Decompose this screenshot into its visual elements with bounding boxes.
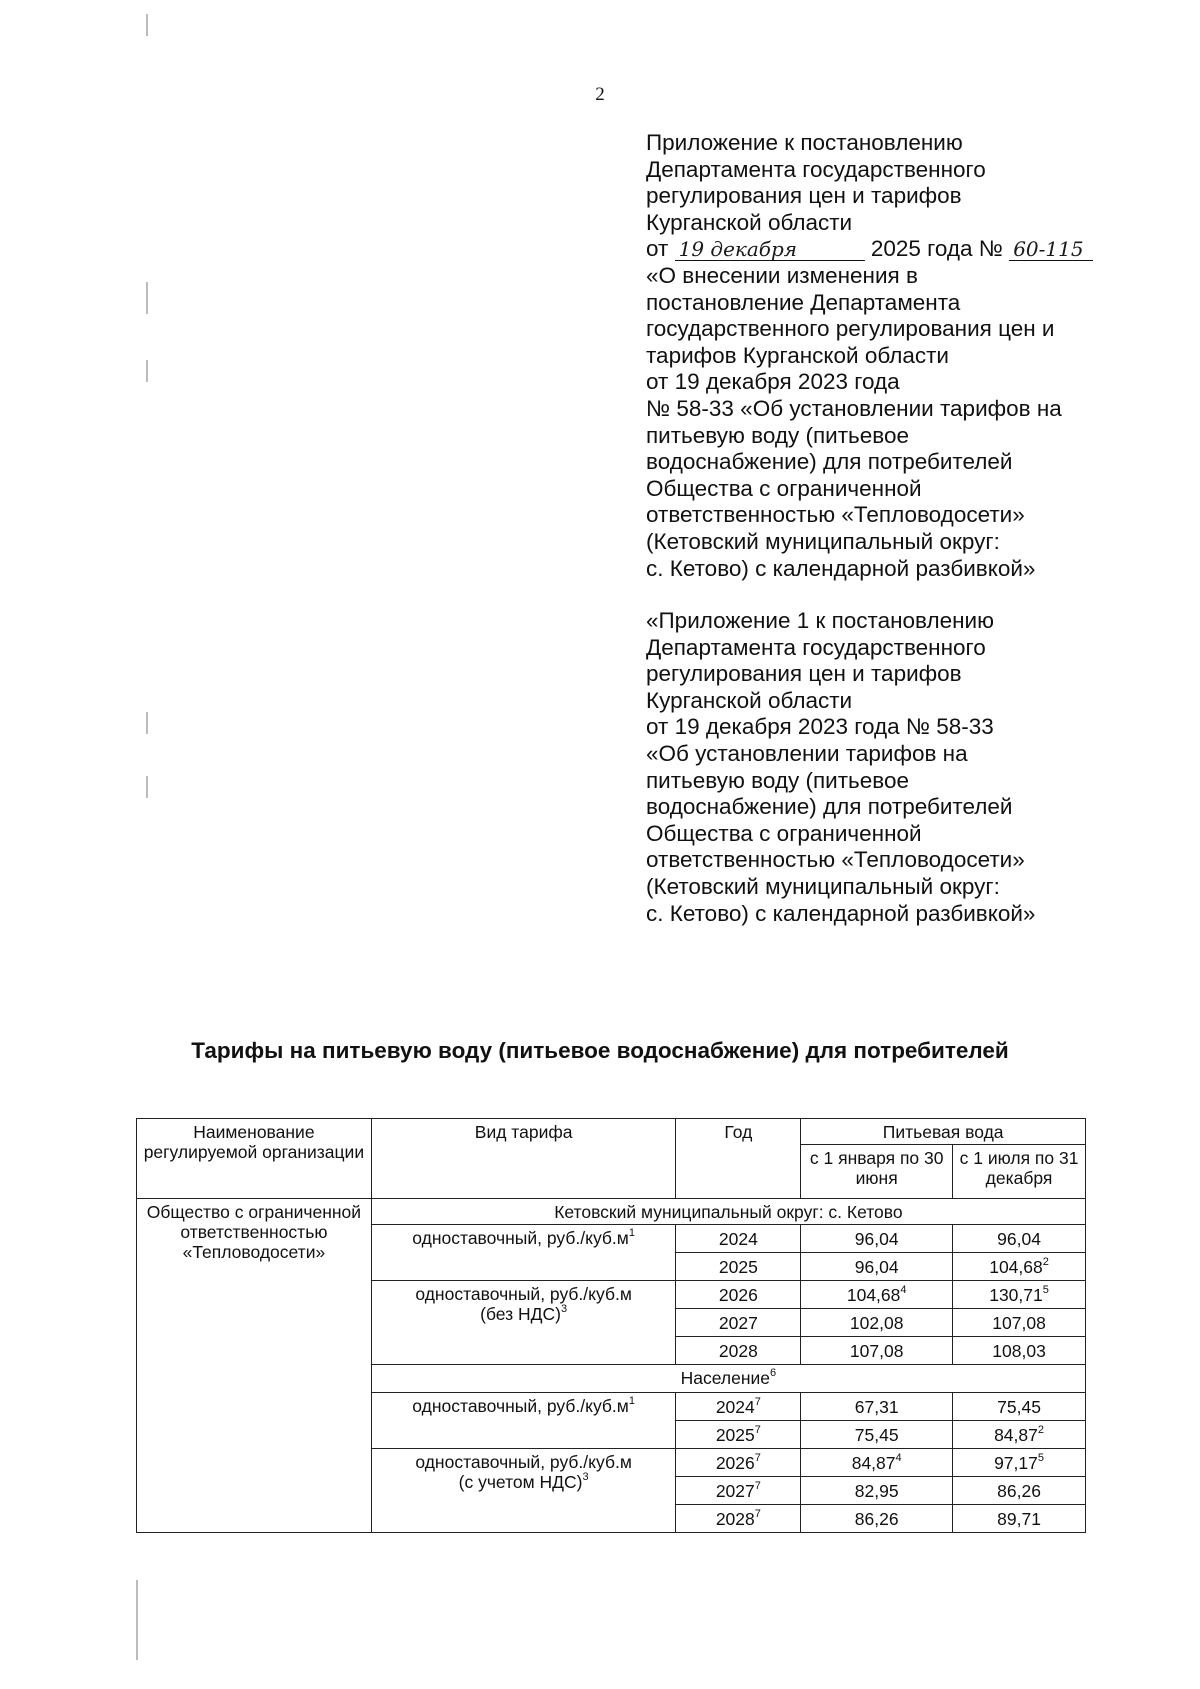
section-district: Кетовский муниципальный округ: с. Кетово <box>371 1199 1085 1225</box>
appendix-line: «О внесении изменения в <box>646 262 918 288</box>
appendix-1-line: Общества с ограниченной <box>646 820 922 846</box>
appendix-line: питьевую воду (питьевое <box>646 422 909 448</box>
tariff-value-cell <box>953 1225 1086 1253</box>
appendix-line: Курганской области <box>646 209 853 235</box>
tariff-group-text: одноставочный, руб./куб.м <box>415 1452 632 1472</box>
appendix-1-line: «Приложение 1 к постановлению <box>646 608 994 634</box>
tariff-value-cell <box>801 1337 953 1365</box>
year-value: 2028 <box>715 1509 755 1529</box>
header-drinking-water: Питьевая вода <box>801 1119 1086 1145</box>
footnote-marker: 6 <box>770 1367 777 1379</box>
scan-artifact <box>146 360 148 382</box>
footnote-marker: 5 <box>1037 1452 1044 1464</box>
tariff-value-cell <box>953 1421 1086 1449</box>
tariff-value: 82,95 <box>854 1481 899 1501</box>
tariff-value: 86,26 <box>997 1481 1041 1501</box>
decree-date-line <box>646 236 1106 263</box>
header-year: Год <box>676 1119 801 1199</box>
appendix-1-line: от 19 декабря 2023 года № 58-33 <box>646 714 994 740</box>
year-cell <box>676 1309 801 1337</box>
year-value: 2024 <box>715 1397 755 1417</box>
table-header-row <box>137 1119 1086 1145</box>
tariff-value: 84,87 <box>994 1425 1038 1445</box>
appendix-1-line: «Об установлении тарифов на <box>646 741 968 767</box>
scan-artifact <box>146 712 148 734</box>
header-tariff-type: Вид тарифа <box>371 1119 676 1199</box>
tariff-value: 96,04 <box>997 1229 1041 1249</box>
date-prefix: от <box>646 236 669 262</box>
tariff-group-cell <box>371 1281 676 1365</box>
footnote-marker: 7 <box>754 1508 761 1520</box>
header-period-2: с 1 июля по 31 декабря <box>953 1145 1086 1199</box>
scan-artifact <box>146 14 148 36</box>
year-cell <box>676 1421 801 1449</box>
tariff-value-cell <box>801 1225 953 1253</box>
tariff-value-cell <box>801 1505 953 1533</box>
year-cell <box>676 1281 801 1309</box>
section-population <box>371 1365 1085 1393</box>
handwritten-number: 60-115 <box>1009 238 1093 261</box>
tariff-value: 108,03 <box>992 1341 1046 1361</box>
footnote-marker: 3 <box>582 1471 589 1483</box>
tariff-value: 107,08 <box>992 1313 1046 1333</box>
document-title: Тарифы на питьевую воду (питьевое водоснабжение) для потребителей <box>191 1038 1009 1063</box>
appendix-line: регулирования цен и тарифов <box>646 183 962 209</box>
appendix-line: ответственностью «Тепловодосети» <box>646 502 1025 528</box>
tariff-value: 107,08 <box>849 1341 904 1361</box>
footnote-marker: 7 <box>754 1452 761 1464</box>
tariff-value: 96,04 <box>854 1229 899 1249</box>
tariff-value-cell <box>953 1309 1086 1337</box>
footnote-marker: 7 <box>754 1480 761 1492</box>
tariff-value: 75,45 <box>854 1425 899 1445</box>
appendix-1-line: регулирования цен и тарифов <box>646 661 962 687</box>
tariff-value-cell <box>953 1477 1086 1505</box>
page-number: 2 <box>595 84 605 105</box>
footnote-marker: 2 <box>1037 1424 1044 1436</box>
appendix-header <box>646 130 1106 927</box>
tariff-value: 84,87 <box>851 1453 896 1473</box>
appendix-line: № 58-33 «Об установлении тарифов на <box>646 395 1062 421</box>
tariff-group-cell <box>371 1449 676 1533</box>
footnote-marker: 1 <box>628 1395 635 1407</box>
tariff-value-cell <box>801 1309 953 1337</box>
appendix-line: тарифов Курганской области <box>646 342 949 368</box>
tariff-value: 102,08 <box>849 1313 904 1333</box>
scan-artifact <box>136 1580 138 1660</box>
appendix-line: постановление Департамента <box>646 289 961 315</box>
appendix-1-line: с. Кетово) с календарной разбивкой» <box>646 900 1036 926</box>
tariff-value-cell <box>953 1337 1086 1365</box>
year-value: 2025 <box>715 1425 755 1445</box>
tariff-value: 130,71 <box>989 1285 1043 1305</box>
footnote-marker: 7 <box>754 1424 761 1436</box>
year-cell <box>676 1393 801 1421</box>
tariff-group-cell <box>371 1393 676 1449</box>
year-value: 2028 <box>718 1341 758 1361</box>
tariff-value-cell <box>801 1281 953 1309</box>
table-row <box>137 1199 1086 1225</box>
footnote-marker: 4 <box>895 1452 902 1464</box>
year-cell <box>676 1253 801 1281</box>
footnote-marker: 2 <box>1042 1256 1049 1268</box>
year-cell <box>676 1477 801 1505</box>
appendix-1-line: Департамента государственного <box>646 634 986 660</box>
scan-artifact <box>146 776 148 798</box>
year-value: 2026 <box>715 1453 755 1473</box>
tariff-group-cell <box>371 1225 676 1281</box>
year-cell <box>676 1337 801 1365</box>
footnote-marker: 1 <box>628 1227 635 1239</box>
scan-artifact <box>146 282 148 314</box>
appendix-line: Общества с ограниченной <box>646 475 922 501</box>
tariff-group-text: (с учетом НДС) <box>458 1472 583 1492</box>
tariff-value: 104,68 <box>846 1285 901 1305</box>
appendix-1-line: ответственностью «Тепловодосети» <box>646 847 1025 873</box>
appendix-line: с. Кетово) с календарной разбивкой» <box>646 555 1036 581</box>
tariff-value: 96,04 <box>854 1257 899 1277</box>
tariff-value-cell <box>953 1449 1086 1477</box>
tariff-value-cell <box>801 1477 953 1505</box>
year-cell <box>676 1225 801 1253</box>
tariff-value: 86,26 <box>854 1509 899 1529</box>
year-value: 2024 <box>718 1229 758 1249</box>
header-organization: Наименование регулируемой организации <box>137 1119 372 1199</box>
footnote-marker: 5 <box>1042 1284 1049 1296</box>
tariff-value-cell <box>801 1393 953 1421</box>
year-cell <box>676 1505 801 1533</box>
tariff-value-cell <box>953 1393 1086 1421</box>
year-value: 2026 <box>718 1285 758 1305</box>
tariff-value-cell <box>801 1449 953 1477</box>
footnote-marker: 3 <box>560 1303 568 1315</box>
appendix-1-line: питьевую воду (питьевое <box>646 767 909 793</box>
tariff-value: 104,68 <box>989 1257 1043 1277</box>
tariff-table <box>136 1118 1086 1533</box>
tariff-value: 67,31 <box>854 1397 899 1417</box>
appendix-line: (Кетовский муниципальный округ: <box>646 528 1000 554</box>
tariff-value-cell <box>953 1505 1086 1533</box>
tariff-value: 89,71 <box>997 1509 1041 1529</box>
tariff-value-cell <box>801 1421 953 1449</box>
spacer <box>646 582 1106 608</box>
organization-cell: Общество с ограниченной ответственностью «Тепловодосети» <box>137 1199 372 1533</box>
appendix-header-bottom <box>646 263 1106 582</box>
tariff-value-cell <box>953 1253 1086 1281</box>
tariff-group-text: (без НДС) <box>480 1304 561 1324</box>
appendix-1-line: водоснабжение) для потребителей <box>646 794 1013 820</box>
year-value: 2027 <box>715 1481 755 1501</box>
tariff-value: 97,17 <box>994 1453 1038 1473</box>
handwritten-date: 19 декабря <box>675 238 865 261</box>
tariff-value-cell <box>953 1281 1086 1309</box>
appendix-1-line: Курганской области <box>646 687 853 713</box>
footnote-marker: 4 <box>900 1284 907 1296</box>
appendix-line: Департамента государственного <box>646 156 986 182</box>
section-population-text: Население <box>680 1368 771 1388</box>
appendix-line: Приложение к постановлению <box>646 130 963 155</box>
year-cell <box>676 1449 801 1477</box>
tariff-group-text: одноставочный, руб./куб.м <box>415 1284 632 1304</box>
tariff-value-cell <box>801 1253 953 1281</box>
footnote-marker: 7 <box>754 1396 761 1408</box>
tariff-group-text: одноставочный, руб./куб.м <box>412 1228 629 1248</box>
header-period-1: с 1 января по 30 июня <box>801 1145 953 1199</box>
appendix-1-line: (Кетовский муниципальный округ: <box>646 874 1000 900</box>
appendix-line: государственного регулирования цен и <box>646 316 1055 342</box>
tariff-group-text: одноставочный, руб./куб.м <box>412 1396 629 1416</box>
appendix-1-block <box>646 608 1106 927</box>
year-value: 2027 <box>718 1313 758 1333</box>
date-suffix: 2025 года № <box>870 236 1003 262</box>
tariff-value: 75,45 <box>997 1397 1041 1417</box>
appendix-line: водоснабжение) для потребителей <box>646 449 1013 475</box>
appendix-header-top <box>646 130 1106 236</box>
appendix-line: от 19 декабря 2023 года <box>646 369 900 395</box>
year-value: 2025 <box>718 1257 758 1277</box>
